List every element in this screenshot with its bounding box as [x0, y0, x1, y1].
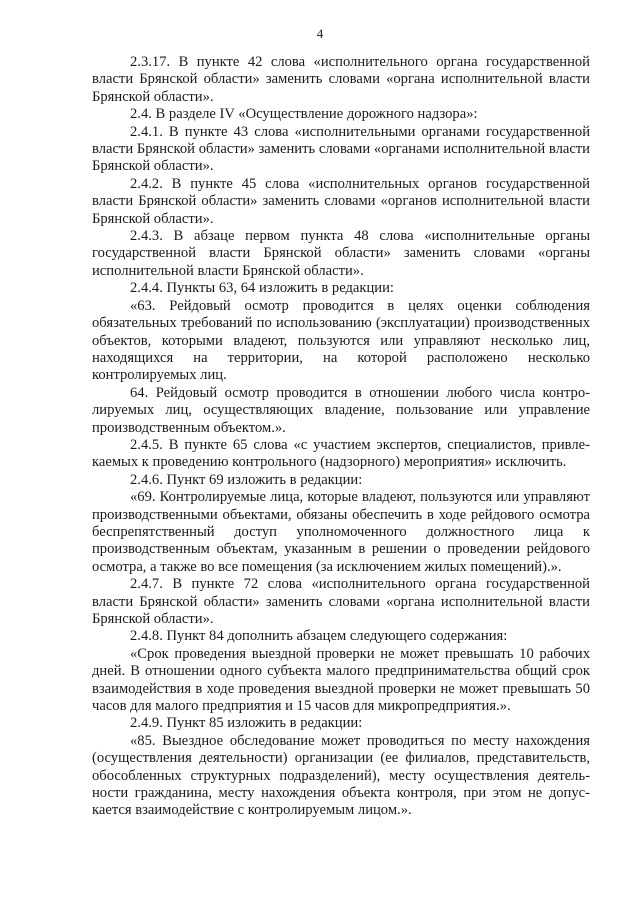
paragraph-2-4-7: 2.4.7. В пункте 72 слова «исполнительного органа государственной власти Брянской области» заменить словами «органа исполнительной власти Брянской области».: [92, 576, 590, 627]
paragraph-item-63: «63. Рейдовый осмотр проводится в целях оценки соблюдения обязательных требований по использованию (эксплуатации) производственных объектов, которыми владеют, пользуются или управляют несколько лиц, находящихся на территории, на которой расположено несколько контролируемых лиц.: [92, 297, 590, 384]
paragraph-item-64: 64. Рейдовый осмотр проводится в отношении любого числа контролируемых лиц, осуществляющих владение, пользование или управление производственным объектом.».: [92, 384, 590, 436]
paragraph-2-4-6: 2.4.6. Пункт 69 изложить в редакции:: [130, 471, 363, 488]
paragraph-item-84-addition: «Срок проведения выездной проверки не может превышать 10 рабочих дней. В отношении одного субъекта малого предпринимательства общий срок взаимодействия в ходе проведения выездной проверки не может превышать 50 часов для малого предприятия и 15 часов для микропредприятия.».: [92, 645, 590, 715]
paragraph-2-4-9: 2.4.9. Пункт 85 изложить в редакции:: [130, 715, 363, 732]
paragraph-2-4-5: 2.4.5. В пункте 65 слова «с участием экспертов, специалистов, привлекаемых к проведению контрольного (надзорного) мероприятия» исключить.: [92, 436, 590, 471]
paragraph-2-3-17: 2.3.17. В пункте 42 слова «исполнительного органа государственной власти Брянской области» заменить словами «органа исполнительной власти Брянской области».: [92, 54, 590, 105]
paragraph-2-4-3: 2.4.3. В абзаце первом пункта 48 слова «исполнительные органы государственной власти Брянской области» заменить словами «органы исполнительной власти Брянской области».: [92, 228, 590, 279]
paragraph-2-4-1: 2.4.1. В пункте 43 слова «исполнительными органами государственной власти Брянской области» заменить словами «органами исполнительной власти Брянской области».: [92, 123, 590, 175]
paragraph-item-85: «85. Выездное обследование может проводиться по месту нахождения (осуществления деятельности) организации (ее филиалов, представительств, обособленных структурных подразделений), месту осуществления деятельности гражданина, месту нахождения объекта контроля, при этом не допускается взаимодействие с контролируемым лицом.».: [92, 732, 590, 819]
page-number: 4: [316, 26, 324, 41]
paragraph-item-69: «69. Контролируемые лица, которые владеют, пользуются или управляют производственными объектами, обязаны обеспечить в ходе рейдового осмотра беспрепятственный доступ уполномоченного должностного лица к производственным объектам, указанным в решении о проведении рейдового осмотра, а также во все помещения (за исключением жилых помещений).».: [92, 489, 590, 575]
document-body: [92, 54, 590, 820]
paragraph-2-4-2: 2.4.2. В пункте 45 слова «исполнительных органов государственной власти Брянской области» заменить словами «органов исполнительной власти Брянской области».: [92, 175, 590, 227]
paragraph-2-4-8: 2.4.8. Пункт 84 дополнить абзацем следующего содержания:: [130, 628, 508, 645]
paragraph-2-4: 2.4. В разделе IV «Осуществление дорожного надзора»:: [130, 106, 478, 123]
paragraph-2-4-4: 2.4.4. Пункты 63, 64 изложить в редакции:: [130, 280, 394, 297]
